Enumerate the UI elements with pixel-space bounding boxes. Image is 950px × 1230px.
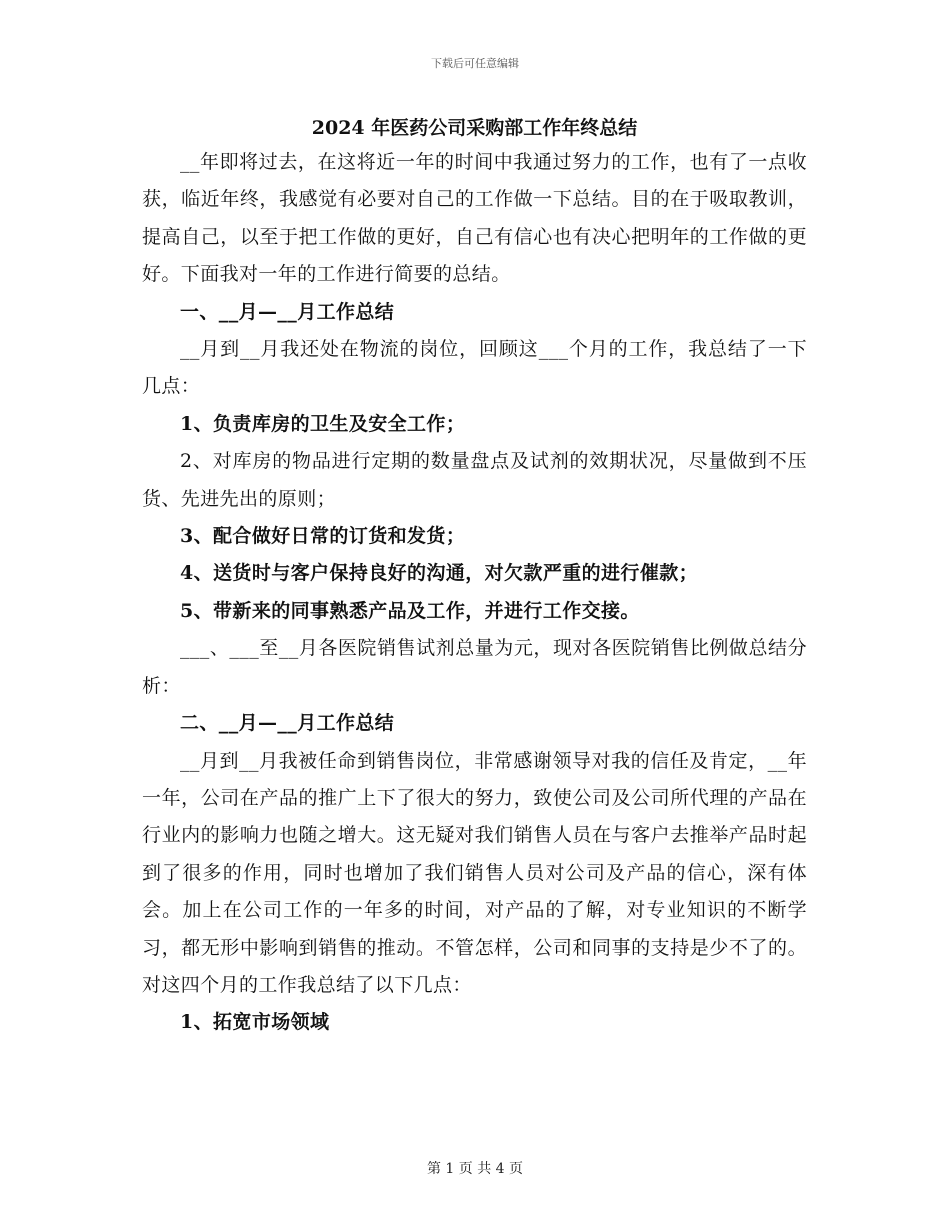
page-number: 第 1 页 共 4 页 [426, 1161, 524, 1177]
section2-item-1: 1、拓宽市场领域 [180, 1011, 330, 1034]
section1-item-2: 2、对库房的物品进行定期的数量盘点及试剂的效期状况，尽量做到不压货、先进先出的原则； [142, 450, 807, 510]
section1-item-5: 5、带新来的同事熟悉产品及工作，并进行工作交接。 [180, 599, 640, 622]
document-body [142, 112, 807, 1042]
document-title: 2024 年医药公司采购部工作年终总结 [311, 117, 638, 139]
section1-item-3: 3、配合做好日常的订货和发货； [180, 525, 466, 548]
intro-paragraph: __年即将过去，在这将近一年的时间中我通过努力的工作，也有了一点收获，临近年终，我感觉有必要对自己的工作做一下总结。目的在于吸取教训，提高自己，以至于把工作做的更好，自己有信心也有决心把明年的工作做的更好。下面我对一年的工作进行简要的总结。 [142, 151, 807, 286]
section1-item-4: 4、送货时与客户保持良好的沟通，对欠款严重的进行催款； [180, 562, 699, 585]
section1-closing: ___、___至__月各医院销售试剂总量为元，现对各医院销售比例做总结分析： [142, 637, 807, 697]
section2-paragraph: __月到__月我被任命到销售岗位，非常感谢领导对我的信任及肯定，__年一年，公司在产品的推广上下了很大的努力，致使公司及公司所代理的产品在行业内的影响力也随之增大。这无疑对我们销售人员在与客户去推举产品时起到了很多的作用，同时也增加了我们销售人员对公司及产品的信心，深有体会。加上在公司工作的一年多的时间，对产品的了解，对专业知识的不断学习，都无形中影响到销售的推动。不管怎样，公司和同事的支持是少不了的。对这四个月的工作我总结了以下几点： [142, 749, 807, 996]
section1-item-1: 1、负责库房的卫生及安全工作； [180, 412, 466, 435]
header-note: 下载后可任意编辑 [431, 57, 519, 70]
section1-paragraph: __月到__月我还处在物流的岗位，回顾这___个月的工作，我总结了一下几点： [142, 338, 807, 398]
section1-heading: 一、__月—__月工作总结 [180, 300, 395, 323]
section2-heading: 二、__月—__月工作总结 [180, 712, 395, 735]
